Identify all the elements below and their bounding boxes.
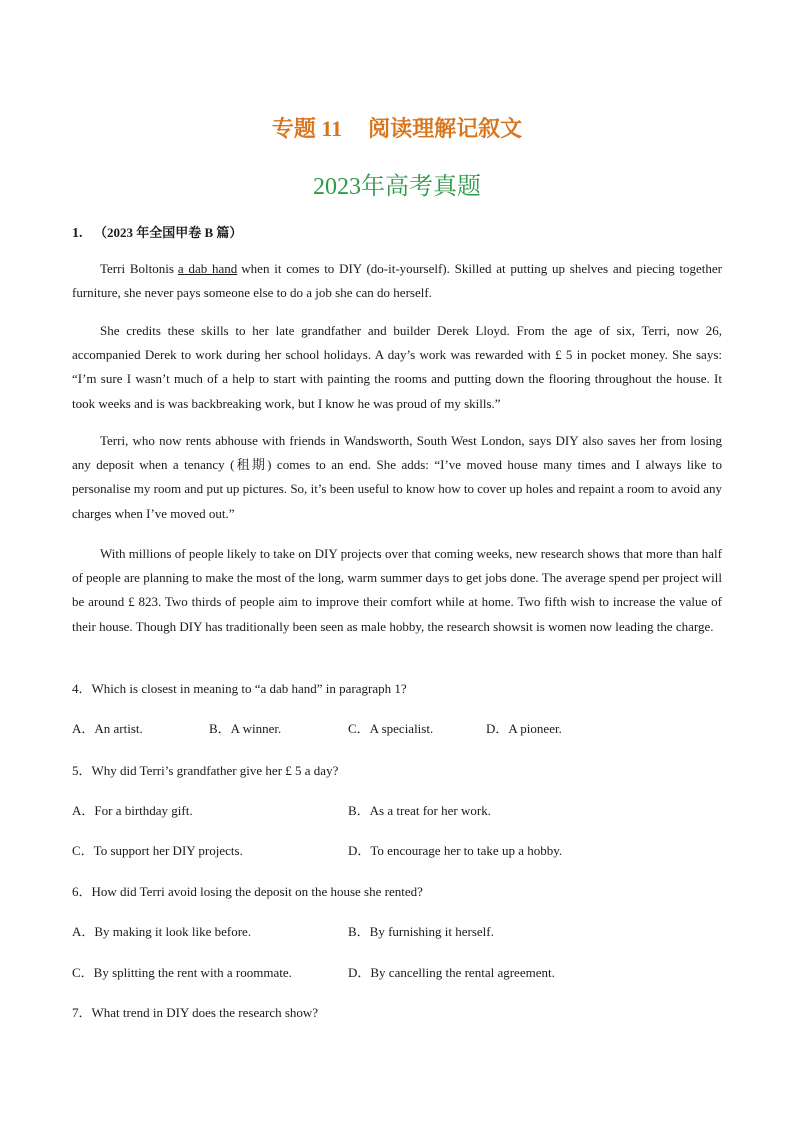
question-5-option-c: C．To support her DIY projects.: [72, 843, 243, 858]
question-6-option-d: D．By cancelling the rental agreement.: [348, 965, 555, 980]
question-6-stem: 6．How did Terri avoid losing the deposit on the house she rented?: [72, 884, 423, 899]
question-4-option-a: A．An artist.: [72, 721, 143, 736]
question-4-option-d: D．A pioneer.: [486, 721, 562, 736]
page-subtitle: 2023年高考真题: [313, 174, 481, 200]
question-5-option-b: B．As a treat for her work.: [348, 803, 491, 818]
underlined-phrase: a dab hand: [177, 261, 238, 276]
question-6-option-b: B．By furnishing it herself.: [348, 924, 494, 939]
question-heading: [72, 222, 242, 242]
question-6-option-a: A．By making it look like before.: [72, 924, 252, 939]
passage-paragraph-3: Terri, who now rents abhouse with friends in Wandsworth, South West London, says DIY also saves her from losing any deposit when a tenancy (租期) comes to an end. She adds: “I’ve moved house many times and I always like to personalise my room and put up pictures. So, it’s been useful to know how to cover up holes and repaint a room to avoid any charges when I’ve moved out.”: [72, 433, 722, 521]
question-5-option-d: D．To encourage her to take up a hobby.: [348, 843, 563, 858]
question-4-option-c: C．A specialist.: [348, 721, 434, 736]
question-5-stem: 5．Why did Terri’s grandfather give her £ 5 a day?: [72, 763, 339, 778]
question-4-option-b: B．A winner.: [209, 721, 282, 736]
page-title: [0, 112, 794, 143]
passage-paragraph-1: Terri Boltonis a dab hand when it comes to DIY (do-it-yourself). Skilled at putting up shelves and piecing together furniture, she never pays someone else to do a job she can do herself.: [72, 261, 723, 301]
question-4-stem: 4．Which is closest in meaning to “a dab hand” in paragraph 1?: [72, 681, 407, 696]
passage-paragraph-2: She credits these skills to her late grandfather and builder Derek Lloyd. From the age of six, Terri, now 26, accompanied Derek to work during her school holidays. A day’s work was rewarded with £ 5 in pocket money. She says: “I’m sure I wasn’t much of a help to start with painting the rooms and putting down the flooring throughout the house. It took weeks and is was backbreaking work, but I know he was proud of my skills.”: [72, 323, 722, 411]
question-5-option-a: A．For a birthday gift.: [72, 803, 193, 818]
question-7-stem: 7．What trend in DIY does the research show?: [72, 1005, 319, 1020]
passage-paragraph-4: With millions of people likely to take on DIY projects over that coming weeks, new research shows that more than half of people are planning to make the most of the long, warm summer days to get jobs done. The average spend per project will be around £ 823. Two thirds of people aim to improve their comfort while at home. Two fifth wish to increase the value of their house. Though DIY has traditionally been seen as male hobby, the research showsit is women now leading the charge.: [72, 546, 722, 634]
title-topic-name: 阅读理解记叙文: [368, 116, 523, 141]
question-source: （2023 年全国甲卷 B 篇）: [94, 225, 243, 240]
question-6-option-c: C．By splitting the rent with a roommate.: [72, 965, 292, 980]
title-topic-number: 专题 11: [271, 116, 343, 141]
question-number: 1.: [72, 226, 83, 241]
